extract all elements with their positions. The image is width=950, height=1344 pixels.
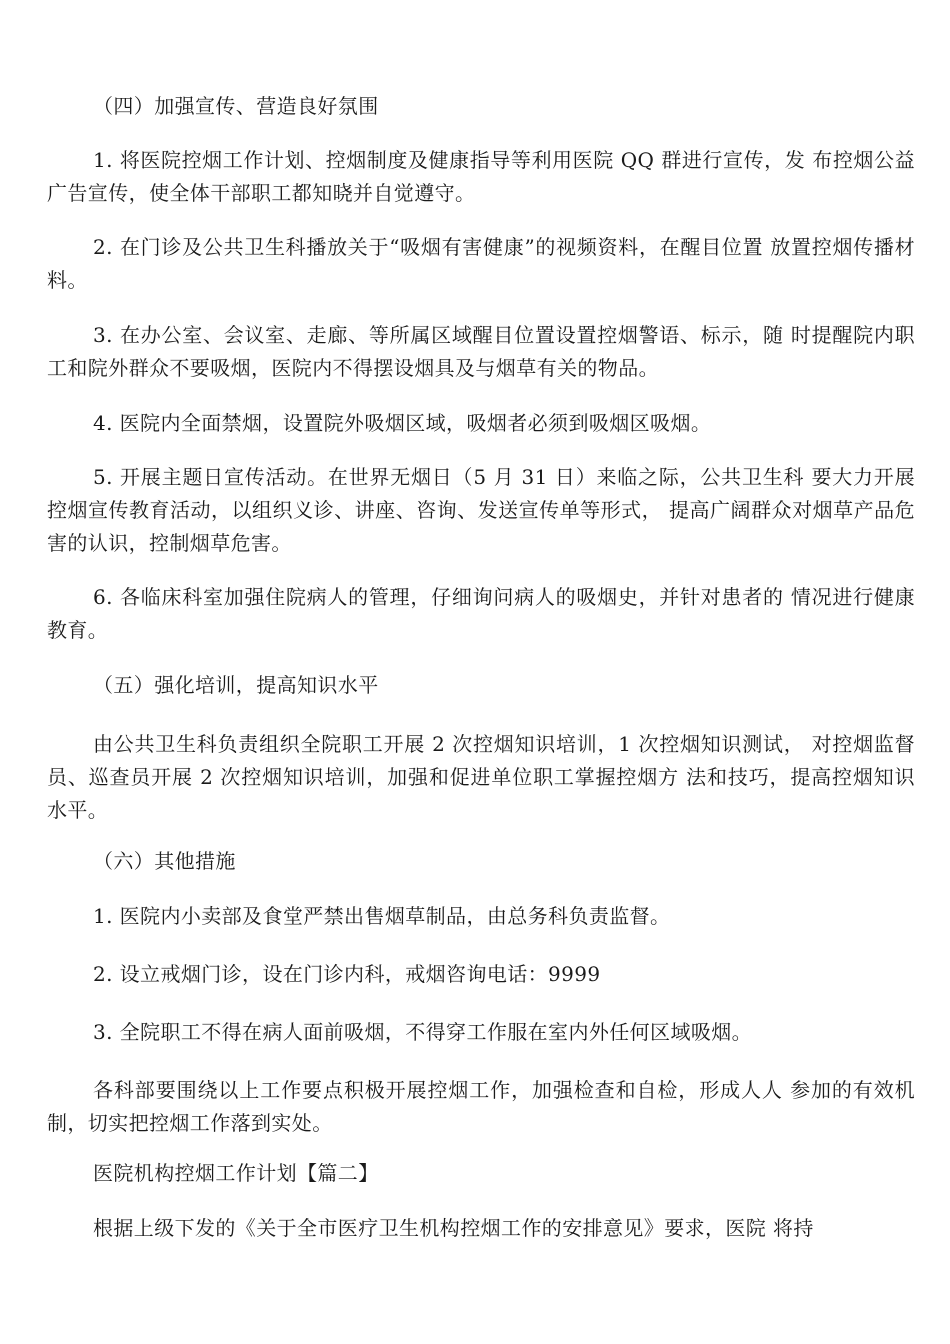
- paragraph-4-2: 2. 在门诊及公共卫生科播放关于“吸烟有害健康”的视频资料，在醒目位置 放置控烟传播材料。: [47, 235, 915, 292]
- section-heading-4: （四）加强宣传、营造良好氛围: [93, 94, 379, 118]
- section-heading-6: （六）其他措施: [93, 849, 236, 873]
- paragraph-4-6: 6. 各临床科室加强住院病人的管理，仔细询问病人的吸烟史，并针对患者的 情况进行健康教育。: [47, 585, 915, 642]
- paragraph-6-3: 3. 全院职工不得在病人面前吸烟，不得穿工作服在室内外任何区域吸烟。: [93, 1020, 753, 1044]
- paragraph-part-two-intro: 根据上级下发的《关于全市医疗卫生机构控烟工作的安排意见》要求，医院 将持: [93, 1216, 814, 1240]
- paragraph-4-4: 4. 医院内全面禁烟，设置院外吸烟区域，吸烟者必须到吸烟区吸烟。: [93, 411, 712, 435]
- paragraph-4-1: 1. 将医院控烟工作计划、控烟制度及健康指导等利用医院 QQ 群进行宣传，发 布控烟公益广告宣传，使全体干部职工都知晓并自觉遵守。: [47, 148, 915, 205]
- paragraph-4-5: 5. 开展主题日宣传活动。在世界无烟日（5 月 31 日）来临之际，公共卫生科 要大力开展控烟宣传教育活动，以组织义诊、讲座、咨询、发送宣传单等形式， 提高广阔群众对烟草产品危害的认识，控制烟草危害。: [47, 465, 915, 555]
- paragraph-6-1: 1. 医院内小卖部及食堂严禁出售烟草制品，由总务科负责监督。: [93, 904, 671, 928]
- paragraph-6-2: 2. 设立戒烟门诊，设在门诊内科，戒烟咨询电话：9999: [93, 962, 601, 986]
- paragraph-4-3: 3. 在办公室、会议室、走廊、等所属区域醒目位置设置控烟警语、标示，随 时提醒院内职工和院外群众不要吸烟，医院内不得摆设烟具及与烟草有关的物品。: [47, 323, 915, 380]
- paragraph-summary: 各科部要围绕以上工作要点积极开展控烟工作，加强检查和自检，形成人人 参加的有效机制，切实把控烟工作落到实处。: [47, 1078, 915, 1135]
- plan-title-part-two: 医院机构控烟工作计划【篇二】: [93, 1161, 379, 1185]
- section-heading-5: （五）强化培训，提高知识水平: [93, 673, 379, 697]
- paragraph-5-1: 由公共卫生科负责组织全院职工开展 2 次控烟知识培训，1 次控烟知识测试， 对控烟监督员、巡查员开展 2 次控烟知识培训，加强和促进单位职工掌握控烟方 法和技巧，提高控烟知识水平。: [47, 732, 915, 822]
